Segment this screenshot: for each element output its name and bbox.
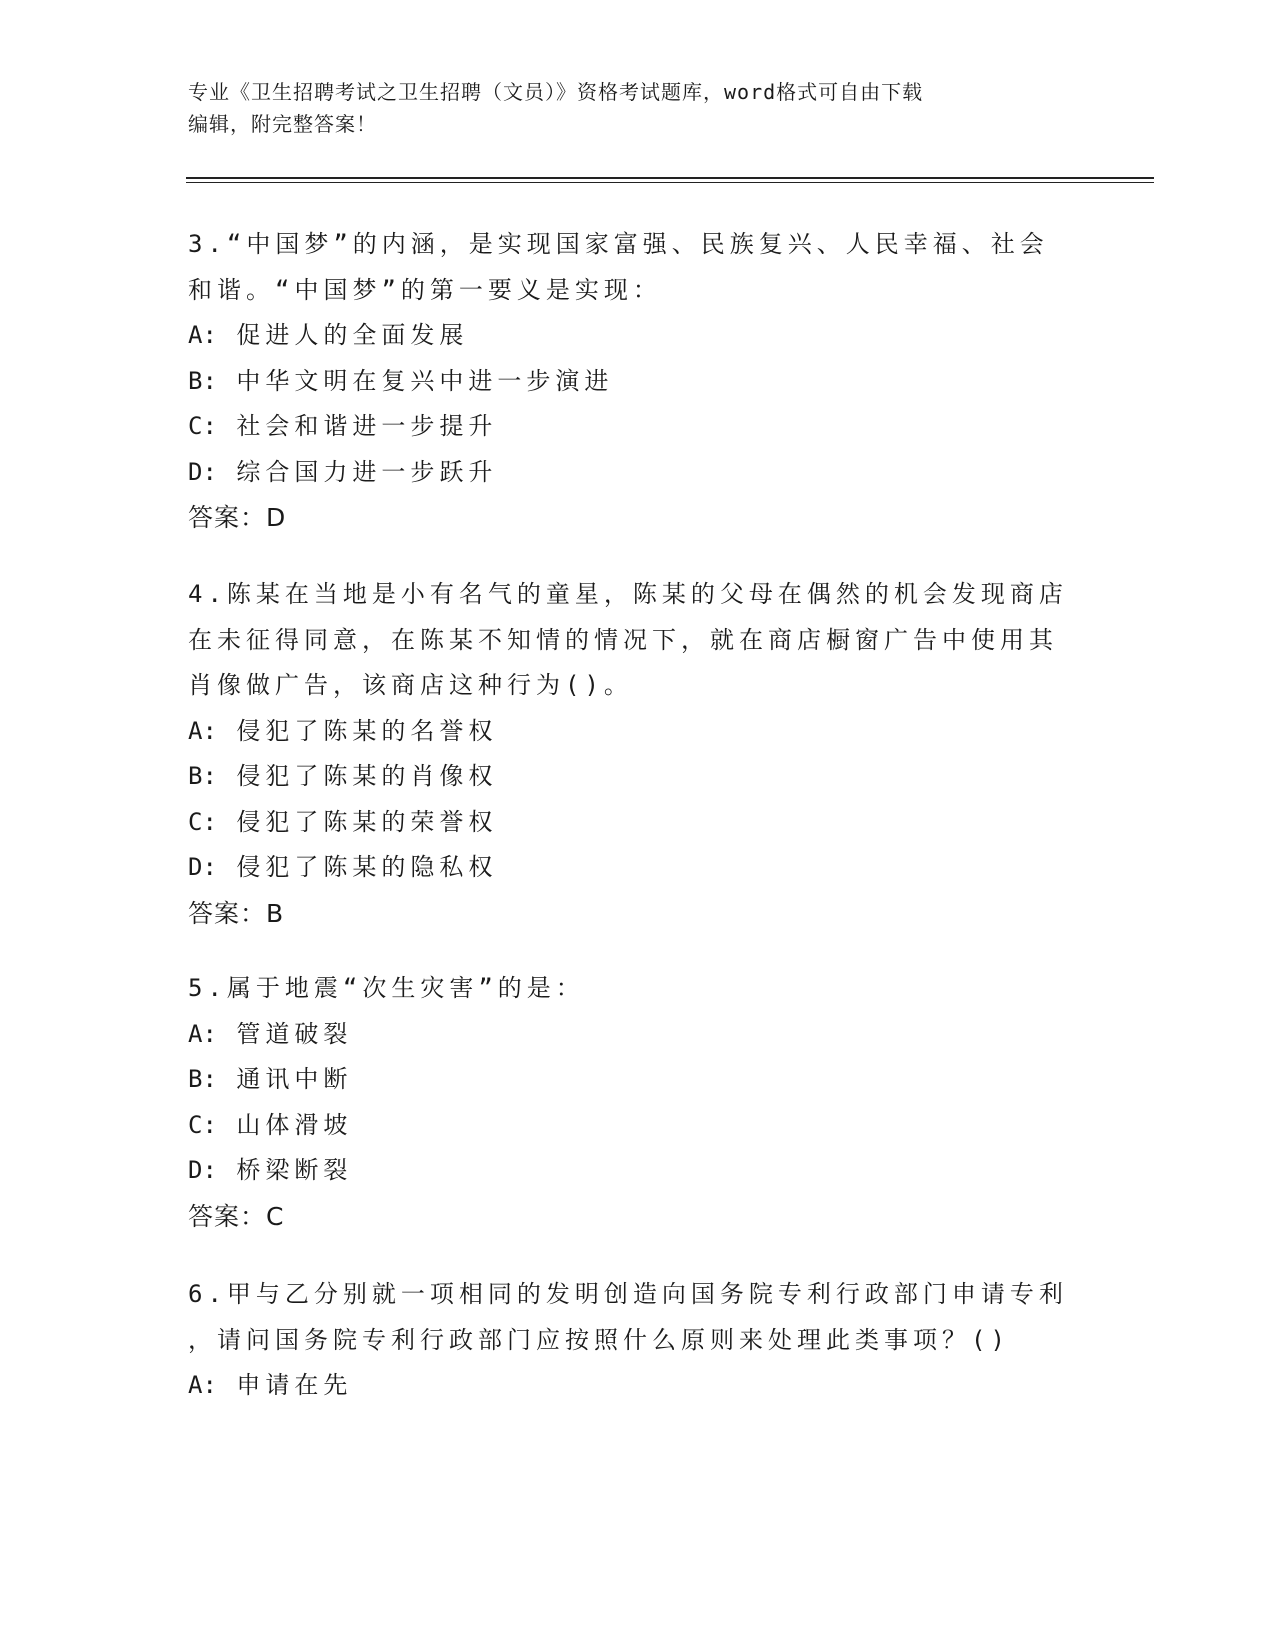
question-stem-line: 6.甲与乙分别就一项相同的发明创造向国务院专利行政部门申请专利 (188, 1280, 1068, 1308)
option-c (188, 404, 1088, 450)
option-a (188, 1363, 1088, 1409)
header-line-1: 专业《卫生招聘考试之卫生招聘（文员）》资格考试题库，word格式可自由下载 (188, 80, 924, 104)
option-text: 桥梁断裂 (236, 1156, 353, 1184)
option-text: 管道破裂 (236, 1019, 353, 1048)
option-text: 申请在先 (236, 1371, 353, 1399)
question-stem-line: 肖像做广告，该商店这种行为()。 (188, 671, 633, 699)
question-5 (188, 966, 1088, 1239)
option-text: 通讯中断 (236, 1065, 353, 1093)
option-letter: B: (188, 762, 217, 790)
question-6 (188, 1272, 1088, 1409)
option-letter: D: (188, 1156, 217, 1184)
document-header (188, 76, 1088, 140)
option-letter: C: (188, 1110, 217, 1139)
option-text: 中华文明在复兴中进一步演进 (236, 366, 614, 395)
option-c (188, 800, 1088, 846)
question-stem-line: 在未征得同意，在陈某不知情的情况下，就在商店橱窗广告中使用其 (188, 625, 1058, 654)
question-stem-line: 5.属于地震“次生灾害”的是： (188, 974, 585, 1002)
option-c (188, 1103, 1088, 1149)
option-letter: C: (188, 412, 217, 440)
answer-line: 答案：B (188, 898, 285, 928)
option-text: 侵犯了陈某的隐私权 (236, 853, 498, 881)
question-stem-line: 3.“中国梦”的内涵，是实现国家富强、民族复兴、人民幸福、社会 (188, 230, 1049, 258)
header-divider-thin (186, 182, 1154, 183)
option-letter: D: (188, 853, 217, 881)
question-stem-line: 和谐。“中国梦”的第一要义是实现： (188, 275, 662, 304)
option-d (188, 450, 1088, 496)
option-letter: A: (188, 1371, 217, 1399)
question-stem-line: 4.陈某在当地是小有名气的童星，陈某的父母在偶然的机会发现商店 (188, 580, 1068, 608)
question-stem-line: ，请问国务院专利行政部门应按照什么原则来处理此类事项？() (188, 1325, 1010, 1354)
option-text: 促进人的全面发展 (236, 321, 469, 349)
answer-line: 答案：C (188, 1201, 285, 1231)
question-4 (188, 572, 1088, 936)
header-line-2: 编辑，附完整答案！ (188, 112, 377, 136)
answer-line: 答案：D (188, 503, 287, 532)
option-text: 山体滑坡 (236, 1110, 353, 1139)
option-text: 综合国力进一步跃升 (236, 457, 498, 486)
option-b (188, 359, 1088, 405)
option-letter: B: (188, 1065, 217, 1093)
option-text: 侵犯了陈某的荣誉权 (236, 807, 498, 836)
option-d (188, 1148, 1088, 1194)
header-divider-thick (186, 177, 1154, 179)
option-letter: A: (188, 1019, 217, 1048)
option-d (188, 845, 1088, 891)
option-letter: A: (188, 321, 217, 349)
option-b (188, 754, 1088, 800)
option-letter: C: (188, 807, 217, 836)
option-letter: A: (188, 716, 217, 745)
option-text: 侵犯了陈某的名誉权 (236, 716, 498, 745)
question-3 (188, 222, 1088, 541)
option-letter: D: (188, 457, 217, 486)
option-a (188, 313, 1088, 359)
option-letter: B: (188, 366, 217, 395)
option-a (188, 1012, 1088, 1058)
option-text: 侵犯了陈某的肖像权 (236, 762, 498, 790)
option-a (188, 709, 1088, 755)
option-text: 社会和谐进一步提升 (236, 412, 498, 440)
option-b (188, 1057, 1088, 1103)
